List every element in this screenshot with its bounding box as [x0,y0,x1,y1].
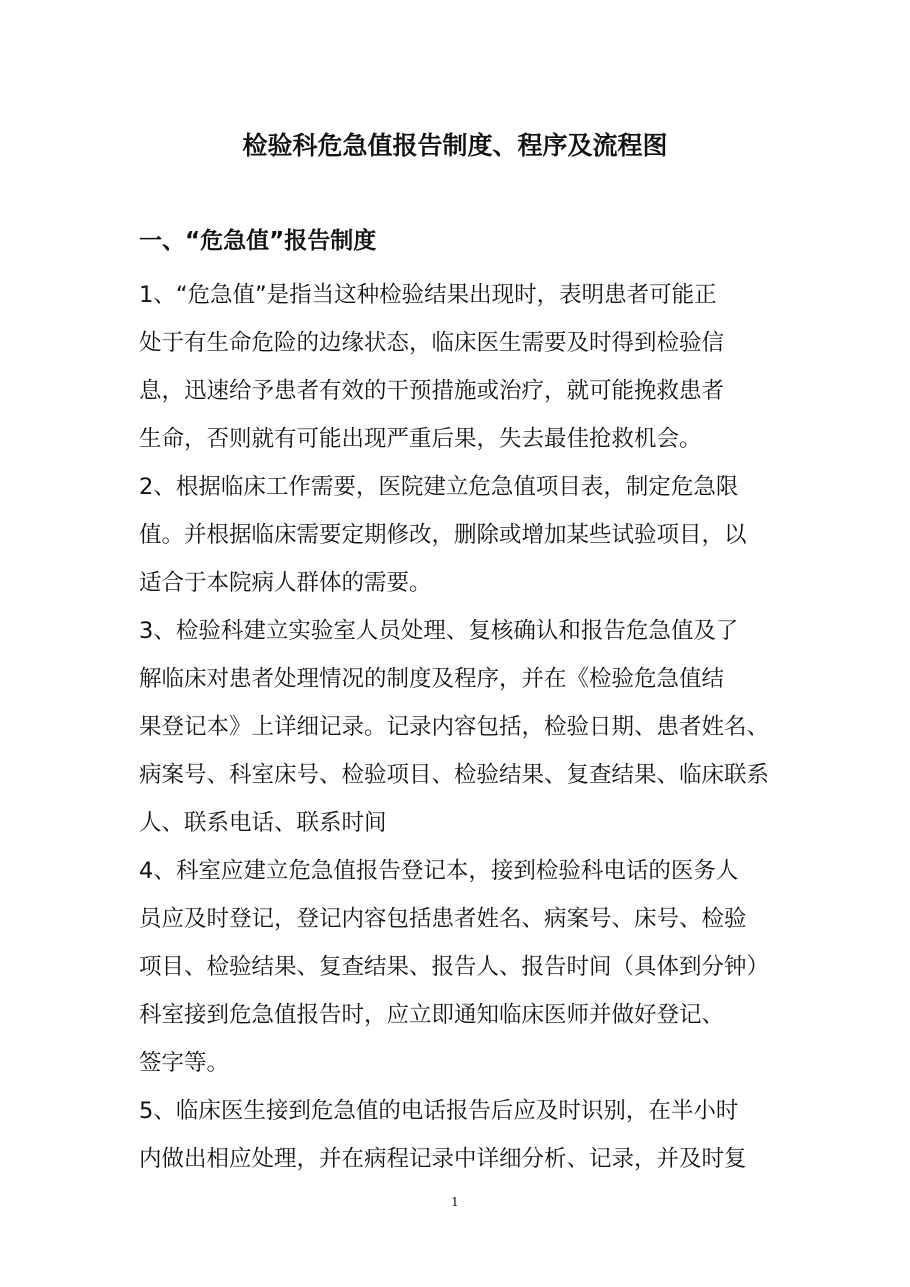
text-line: 3、检验科建立实验室人员处理、复核确认和报告危急值及了 [139,618,739,644]
text-line: 4、科室应建立危急值报告登记本，接到检验科电话的医务人 [139,858,739,884]
text-line: 息，迅速给予患者有效的干预措施或治疗，就可能挽救患者 [139,378,725,404]
body-text [139,271,779,1183]
document-title: 检验科危急值报告制度、程序及流程图 [242,131,668,160]
text-line: 5、临床医生接到危急值的电话报告后应及时识别，在半小时 [139,1098,739,1124]
page-number: 1 [451,1195,459,1209]
text-line: 签字等。 [139,1050,230,1076]
text-line: 值。并根据临床需要定期修改，删除或增加某些试验项目，以 [139,522,747,548]
text-line: 适合于本院病人群体的需要。 [139,570,432,596]
text-line: 病案号、科室床号、检验项目、检验结果、复查结果、临床联系 [139,762,770,788]
text-line: 2、根据临床工作需要，医院建立危急值项目表，制定危急限 [139,474,739,500]
text-line: 科室接到危急值报告时，应立即通知临床医师并做好登记、 [139,1002,725,1028]
text-line: 生命，否则就有可能出现严重后果，失去最佳抢救机会。 [139,426,702,452]
text-line: 果登记本》上详细记录。记录内容包括，检验日期、患者姓名、 [139,714,770,740]
text-line: 人、联系电话、联系时间 [139,810,387,836]
text-line: 项目、检验结果、复查结果、报告人、报告时间（具体到分钟） [139,954,770,980]
text-line: 1、“危急值”是指当这种检验结果出现时，表明患者可能正 [139,282,717,308]
text-line: 内做出相应处理，并在病程记录中详细分析、记录，并及时复 [139,1146,747,1172]
text-line: 员应及时登记，登记内容包括患者姓名、病案号、床号、检验 [139,906,747,932]
text-line: 处于有生命危险的边缘状态，临床医生需要及时得到检验信 [139,330,725,356]
text-line: 解临床对患者处理情况的制度及程序，并在《检验危急值结 [139,666,725,692]
section-heading: 一、“危急值”报告制度 [139,228,377,254]
